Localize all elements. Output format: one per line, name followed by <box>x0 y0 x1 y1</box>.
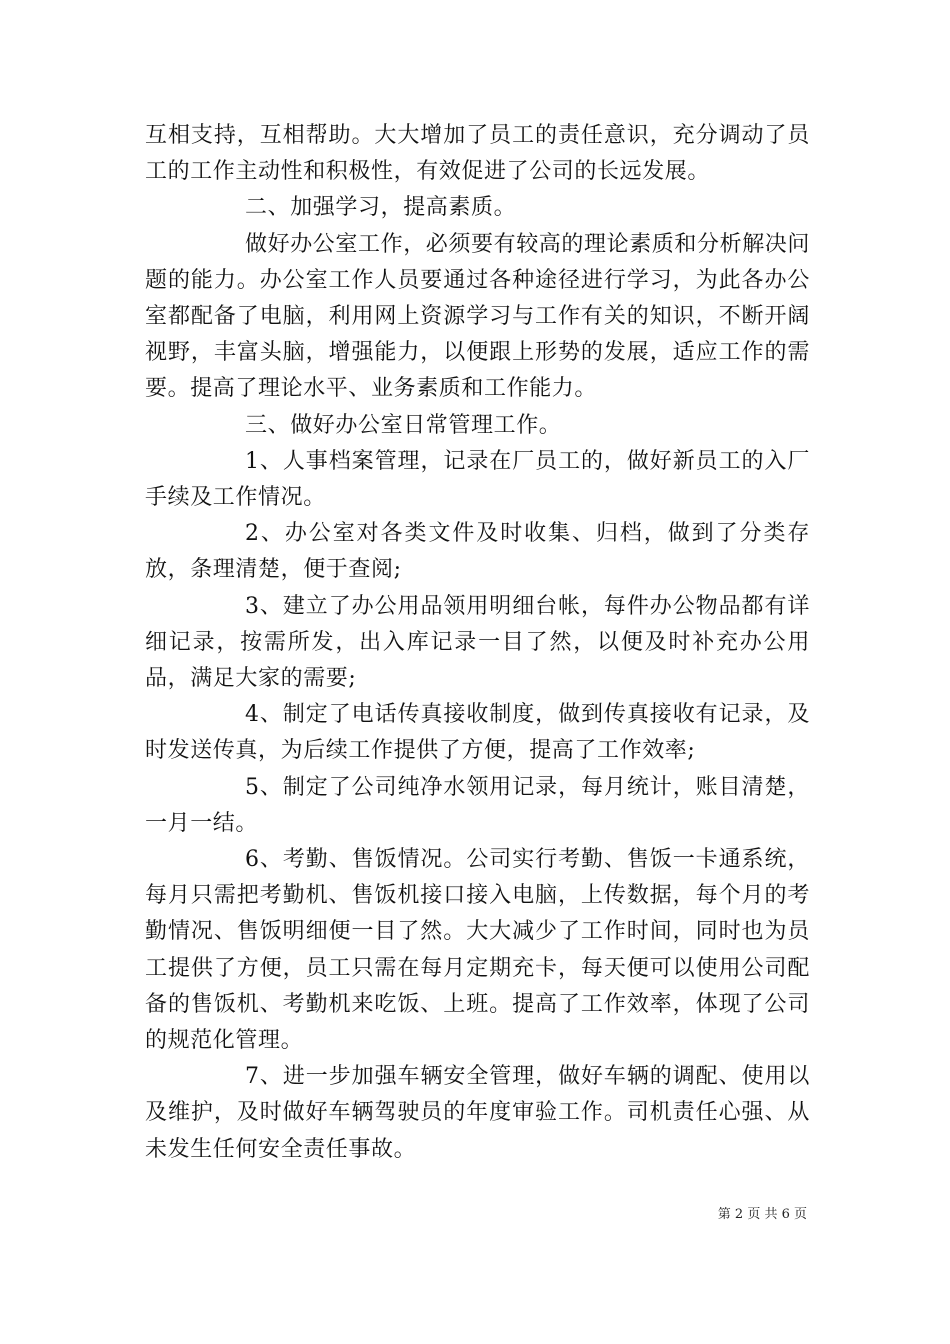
list-item-vehicle-safety: 7、进一步加强车辆安全管理，做好车辆的调配、使用以及维护，及时做好车辆驾驶员的年度审验工作。司机责任心强、从未发生任何安全责任事故。 <box>145 1064 810 1162</box>
list-item-fax-system: 4、制定了电话传真接收制度，做到传真接收有记录，及时发送传真，为后续工作提供了方便，提高了工作效率; <box>145 702 810 764</box>
document-body <box>145 118 810 1168</box>
paragraph-study: 做好办公室工作，必须要有较高的理论素质和分析解决问题的能力。办公室工作人员要通过各种途径进行学习，为此各办公室都配备了电脑，利用网上资源学习与工作有关的知识，不断开阔视野，丰富头脑，增强能力，以便跟上形势的发展，适应工作的需要。提高了理论水平、业务素质和工作能力。 <box>145 231 811 402</box>
list-item-office-supplies: 3、建立了办公用品领用明细台帐，每件办公物品都有详细记录，按需所发，出入库记录一目了然，以便及时补充办公用品，满足大家的需要; <box>145 593 810 692</box>
list-item-attendance-meals: 6、考勤、售饭情况。公司实行考勤、售饭一卡通系统，每月只需把考勤机、售饭机接口接入电脑，上传数据，每个月的考勤情况、售饭明细便一目了然。大大减少了工作时间，同时也为员工提供了方便，员工只需在每月定期充卡，每天便可以使用公司配备的售饭机、考勤机来吃饭、上班。提高了工作效率，体现了公司的规范化管理。 <box>145 847 810 1054</box>
page-number-footer: 第 2 页 共 6 页 <box>717 1207 807 1222</box>
list-item-water-records: 5、制定了公司纯净水领用记录，每月统计，账目清楚，一月一结。 <box>145 774 810 836</box>
section-heading-daily-management: 三、做好办公室日常管理工作。 <box>245 412 562 438</box>
list-item-personnel-files: 1、人事档案管理，记录在厂员工的，做好新员工的入厂手续及工作情况。 <box>145 448 810 511</box>
section-heading-study: 二、加强学习，提高素质。 <box>245 195 517 221</box>
paragraph-continuation: 互相支持，互相帮助。大大增加了员工的责任意识，充分调动了员工的工作主动性和积极性，有效促进了公司的长远发展。 <box>145 123 810 185</box>
list-item-document-filing: 2、办公室对各类文件及时收集、归档，做到了分类存放，条理清楚，便于查阅; <box>145 521 810 583</box>
